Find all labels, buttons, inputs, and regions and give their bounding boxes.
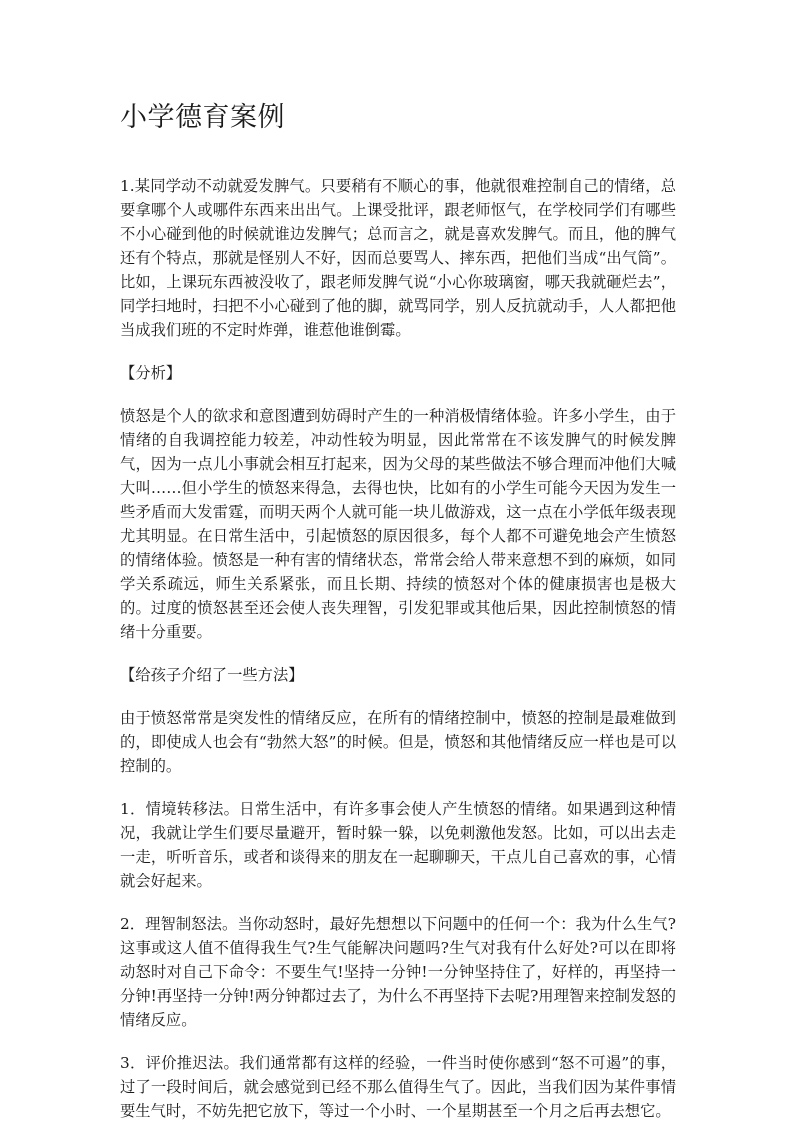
- document-title: 小学德育案例: [120, 102, 285, 133]
- analysis-heading: 【分析】: [120, 364, 182, 382]
- method-3-paragraph: 3．评价推迟法。我们通常都有这样的经验，一件当时使你感到“怒不可遏”的事，过了一段时间后，就会感觉到已经不那么值得生气了。因此，当我们因为某件事情要生气时，不妨先把它放下，等过一个小时、一个星期甚至一个月之后再去想它。: [120, 1054, 676, 1120]
- analysis-paragraph: 愤怒是个人的欲求和意图遭到妨碍时产生的一种消极情绪体验。许多小学生，由于情绪的自我调控能力较差，冲动性较为明显，因此常常在不该发脾气的时候发脾气，因为一点儿小事就会相互打起来，因为父母的某些做法不够合理而冲他们大喊大叫……但小学生的愤怒来得急，去得也快，比如有的小学生可能今天因为发生一些矛盾而大发雷霆，而明天两个人就可能一块儿做游戏，这一点在小学低年级表现尤其明显。在日常生活中，引起愤怒的原因很多，每个人都不可避免地会产生愤怒的情绪体验。愤怒是一种有害的情绪状态，常常会给人带来意想不到的麻烦，如同学关系疏远，师生关系紧张，而且长期、持续的愤怒对个体的健康损害也是极大的。过度的愤怒甚至还会使人丧失理智，引发犯罪或其他后果，因此控制愤怒的情绪十分重要。: [120, 407, 676, 641]
- methods-heading: 【给孩子介绍了一些方法】: [120, 666, 304, 684]
- methods-intro-paragraph: 由于愤怒常常是突发性的情绪反应，在所有的情绪控制中，愤怒的控制是最难做到的，即使成人也会有“勃然大怒”的时候。但是，愤怒和其他情绪反应一样也是可以控制的。: [120, 709, 676, 775]
- case-paragraph: 1.某同学动不动就爱发脾气。只要稍有不顺心的事，他就很难控制自己的情绪，总要拿哪个人或哪件东西来出出气。上课受批评，跟老师怄气，在学校同学们有哪些不小心碰到他的时候就谁边发脾气；总而言之，就是喜欢发脾气。而且，他的脾气还有个特点，那就是怪别人不好，因而总要骂人、摔东西，把他们当成“出气筒”。比如，上课玩东西被没收了，跟老师发脾气说“小心你玻璃窗，哪天我就砸烂去”，同学扫地时，扫把不小心碰到了他的脚，就骂同学，别人反抗就动手，人人都把他当成我们班的不定时炸弹，谁惹他谁倒霉。: [120, 177, 676, 339]
- document-page: [120, 90, 676, 1142]
- method-1-paragraph: 1．情境转移法。日常生活中，有许多事会使人产生愤怒的情绪。如果遇到这种情况，我就让学生们要尽量避开，暂时躲一躲，以免刺激他发怒。比如，可以出去走一走，听听音乐，或者和谈得来的朋友在一起聊聊天，干点儿自己喜欢的事，心情就会好起来。: [120, 800, 676, 890]
- method-2-paragraph: 2．理智制怒法。当你动怒时，最好先想想以下问题中的任何一个：我为什么生气?这事或这人值不值得我生气?生气能解决问题吗?生气对我有什么好处?可以在即将动怒时对自己下命令：不要生气!坚持一分钟!一分钟坚持住了，好样的，再坚持一分钟!再坚持一分钟!两分钟都过去了，为什么不再坚持下去呢?用理智来控制发怒的情绪反应。: [120, 915, 676, 1029]
